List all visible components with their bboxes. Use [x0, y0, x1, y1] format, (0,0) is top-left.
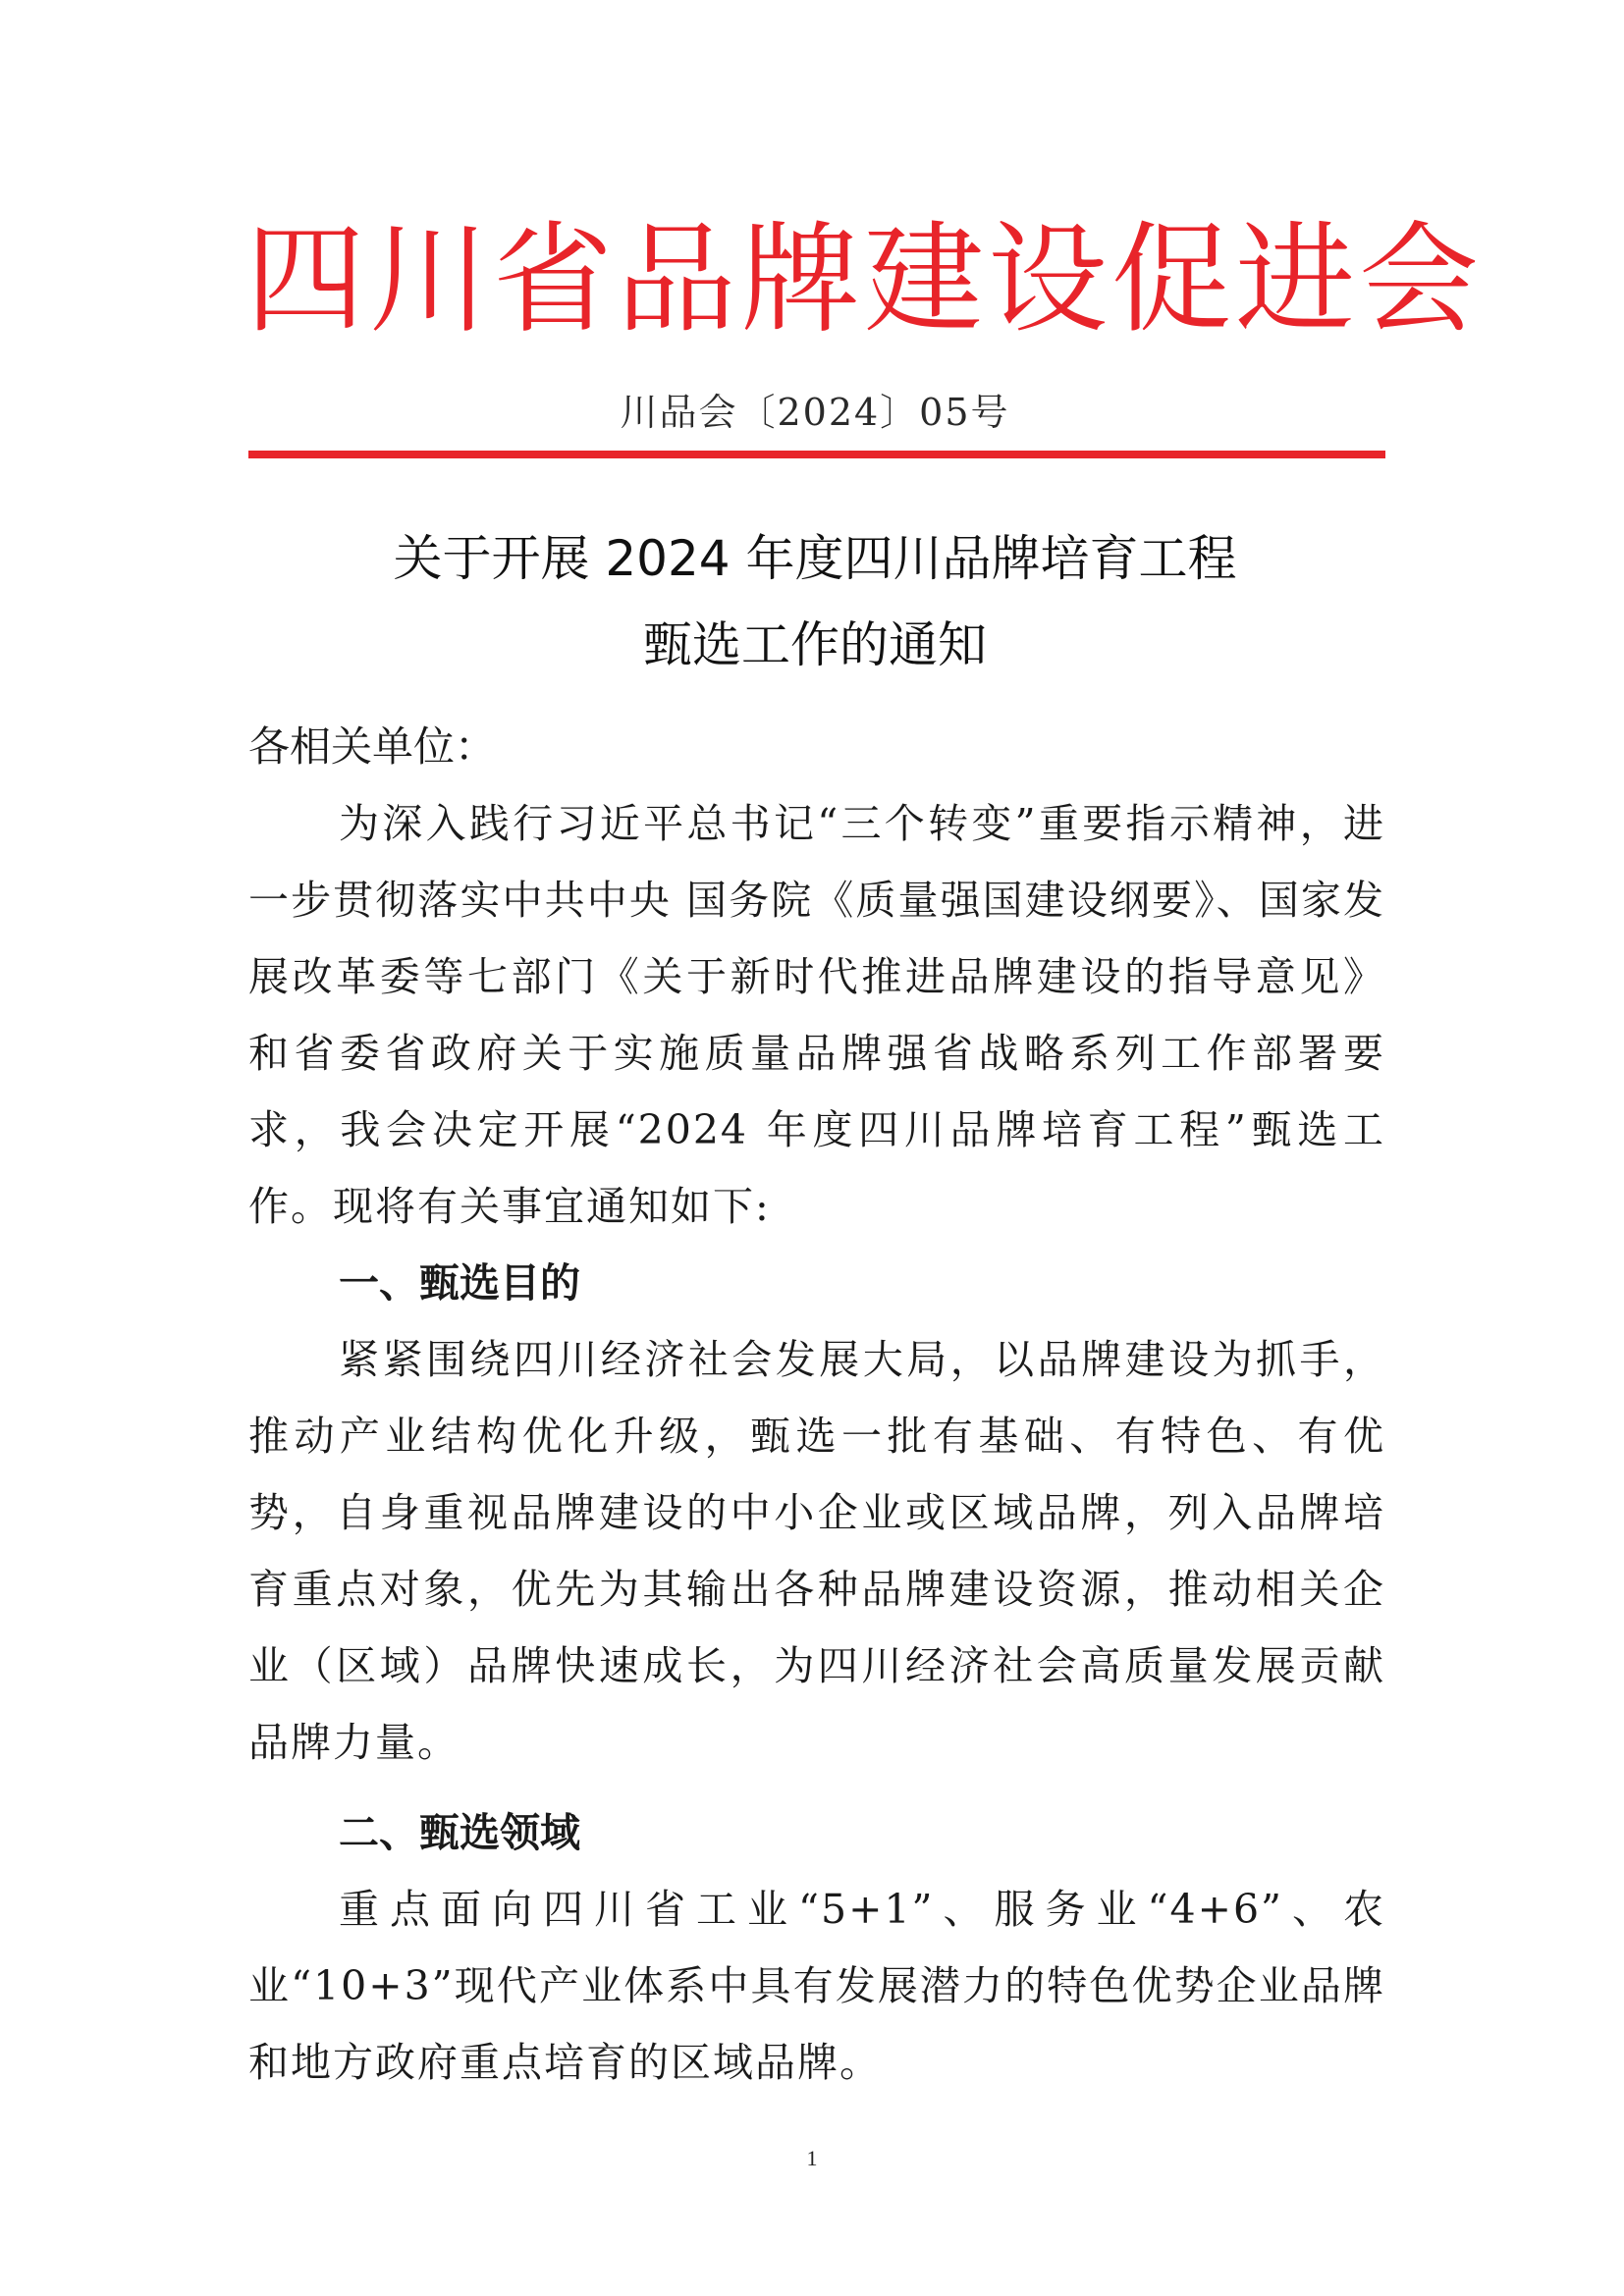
section-text-purpose: 紧紧围绕四川经济社会发展大局，以品牌建设为抓手，推动产业结构优化升级，甄选一批有基础、有特色、有优势，自身重视品牌建设的中小企业或区域品牌，列入品牌培育重点对象，优先为其输出各种品牌建设资源，推动相关企业（区域）品牌快速成长，为四川经济社会高质量发展贡献品牌力量。	[248, 1336, 1385, 1766]
salutation: 各相关单位：	[248, 722, 497, 771]
section-spacer	[248, 1781, 1385, 1794]
intro-paragraph: 为深入践行习近平总书记“三个转变”重要指示精神，进一步贯彻落实中共中央 国务院《质量强国建设纲要》、国家发展改革委等七部门《关于新时代推进品牌建设的指导意见》和省委省政府关于实施质量品牌强省战略系列工作部署要求，我会决定开展“2024 年度四川品牌培育工程”甄选工作。现将有关事宜通知如下:	[248, 800, 1385, 1230]
section-heading-purpose: 一、甄选目的	[339, 1259, 580, 1307]
document-number: 川品会〔2024〕05号	[620, 391, 1010, 434]
section-text-domain: 重点面向四川省工业“5+1”、服务业“4+6”、农业“10+3”现代产业体系中具有发展潜力的特色优势企业品牌和地方政府重点培育的区域品牌。	[248, 1886, 1385, 2086]
notice-body	[248, 709, 1385, 2101]
notice-title-line-1: 关于开展 2024 年度四川品牌培育工程	[393, 530, 1237, 587]
page-number: 1	[806, 2146, 818, 2170]
section-heading-domain: 二、甄选领域	[339, 1809, 580, 1856]
letterhead-red-rule	[248, 451, 1385, 458]
notice-title-line-2: 甄选工作的通知	[643, 616, 987, 673]
notice-title	[245, 515, 1384, 688]
organization-letterhead: 四川省品牌建设促进会	[245, 210, 1483, 349]
